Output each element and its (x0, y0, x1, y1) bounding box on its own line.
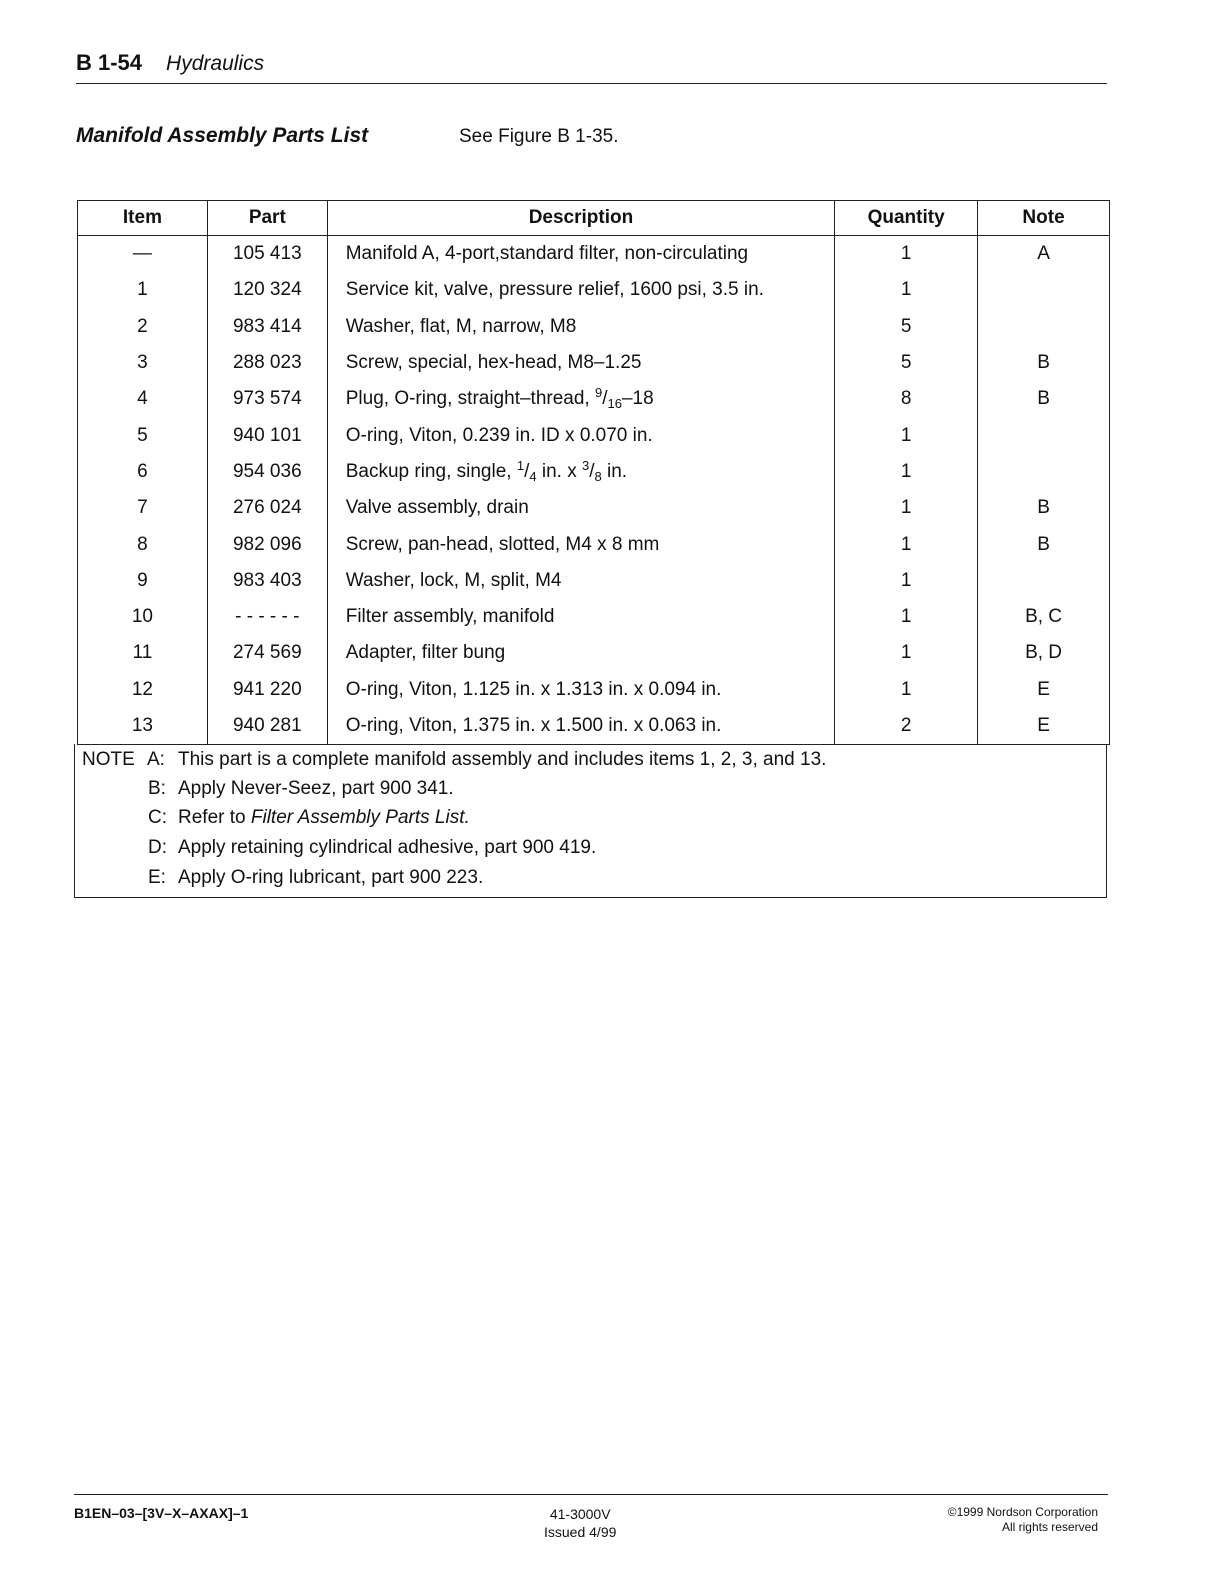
description-text: Plug, O-ring, straight–thread, (345, 388, 595, 410)
item-cell: 11 (78, 635, 208, 671)
table-row (78, 272, 1110, 308)
fraction-denominator: 4 (529, 468, 537, 484)
quantity-cell: 1 (835, 635, 978, 671)
table-row (78, 381, 1110, 417)
note-cell (978, 417, 1110, 453)
column-header-item: Item (78, 201, 208, 236)
fraction-numerator: 1 (516, 457, 525, 473)
note-cell: B, C (978, 599, 1110, 635)
description-cell: Backup ring, single, $^1/_4$ in. x $^3/_8$ in. (327, 454, 834, 490)
description-text: in. (601, 460, 628, 482)
note-cell: B, D (978, 635, 1110, 671)
column-header-part: Part (207, 201, 327, 236)
table-row (78, 599, 1110, 635)
figure-reference: See Figure B 1-35. (459, 126, 619, 147)
part-cell: 982 096 (207, 526, 327, 562)
item-cell: 7 (78, 490, 208, 526)
table-row (78, 417, 1110, 453)
document-info (544, 1505, 616, 1541)
part-cell: 105 413 (207, 236, 327, 273)
quantity-cell: 1 (835, 526, 978, 562)
quantity-cell: 1 (835, 563, 978, 599)
description-text: in. x (536, 460, 582, 482)
fraction-numerator: 9 (594, 385, 603, 401)
table-row (78, 345, 1110, 381)
copyright-block (948, 1505, 1098, 1535)
description-cell: O-ring, Viton, 1.125 in. x 1.313 in. x 0.094 in. (327, 672, 834, 708)
note-cell (978, 309, 1110, 345)
column-header-description: Description (327, 201, 834, 236)
note-text-plain: Refer to (178, 807, 251, 828)
table-row (78, 236, 1110, 273)
note-text: Apply O-ring lubricant, part 900 223. (178, 867, 484, 888)
fraction-numerator: 3 (581, 457, 590, 473)
parts-list-heading: Manifold Assembly Parts List (76, 124, 369, 147)
part-cell: 276 024 (207, 490, 327, 526)
copyright-notice: ©1999 Nordson Corporation (947, 1505, 1098, 1519)
description-cell: Adapter, filter bung (327, 635, 834, 671)
item-cell: 9 (78, 563, 208, 599)
item-cell: 8 (78, 526, 208, 562)
page-header (76, 50, 1107, 84)
part-cell: 983 403 (207, 563, 327, 599)
description-cell: Screw, pan-head, slotted, M4 x 8 mm (327, 526, 834, 562)
quantity-cell: 1 (835, 417, 978, 453)
item-cell: 2 (78, 309, 208, 345)
table-row (78, 563, 1110, 599)
note-cell: E (978, 672, 1110, 708)
item-cell: 10 (78, 599, 208, 635)
description-cell: Plug, O-ring, straight–thread, $^9/_{16}-18$ (327, 381, 834, 417)
note-letter: C: (148, 807, 167, 828)
description-cell: O-ring, Viton, 0.239 in. ID x 0.070 in. (327, 417, 834, 453)
parts-table (77, 200, 1110, 745)
note-cell: B (978, 490, 1110, 526)
item-cell: 6 (78, 454, 208, 490)
column-header-note: Note (978, 201, 1110, 236)
note-letter: D: (148, 837, 167, 858)
item-cell: 1 (78, 272, 208, 308)
note-cell: A (978, 236, 1110, 273)
note-text: Apply Never-Seez, part 900 341. (178, 778, 454, 799)
note-letter: A: (147, 749, 165, 770)
description-cell: O-ring, Viton, 1.375 in. x 1.500 in. x 0.063 in. (327, 708, 834, 745)
section-title: Hydraulics (166, 52, 265, 75)
item-cell: — (78, 236, 208, 273)
fraction-denominator: 8 (594, 468, 602, 484)
note-text: This part is a complete manifold assembly and includes items 1, 2, 3, and 13. (178, 749, 827, 770)
table-row (78, 309, 1110, 345)
quantity-cell: 1 (835, 236, 978, 273)
part-cell: 983 414 (207, 309, 327, 345)
part-cell: 973 574 (207, 381, 327, 417)
issue-date: Issued 4/99 (544, 1524, 617, 1540)
quantity-cell: 1 (835, 272, 978, 308)
item-cell: 4 (78, 381, 208, 417)
description-cell: Manifold A, 4-port,standard filter, non-circulating (327, 236, 834, 273)
note-text (178, 807, 470, 829)
note-cell: E (978, 708, 1110, 745)
note-text-italic: Filter Assembly Parts List. (250, 807, 470, 828)
note-cell: B (978, 345, 1110, 381)
part-cell: - - - - - - (207, 599, 327, 635)
part-cell: 940 101 (207, 417, 327, 453)
item-cell: 3 (78, 345, 208, 381)
note-cell (978, 272, 1110, 308)
quantity-cell: 1 (835, 454, 978, 490)
description-cell: Screw, special, hex-head, M8–1.25 (327, 345, 834, 381)
document-code: B1EN–03–[3V–X–AXAX]–1 (74, 1505, 249, 1521)
note-letter: E: (148, 867, 166, 888)
note-text: Apply retaining cylindrical adhesive, part 900 419. (178, 837, 597, 858)
description-cell: Service kit, valve, pressure relief, 1600 psi, 3.5 in. (327, 272, 834, 308)
quantity-cell: 1 (835, 490, 978, 526)
table-header-row (78, 201, 1110, 236)
note-cell (978, 563, 1110, 599)
part-cell: 940 281 (207, 708, 327, 745)
part-cell: 288 023 (207, 345, 327, 381)
table-row (78, 454, 1110, 490)
table-row (78, 635, 1110, 671)
part-cell: 274 569 (207, 635, 327, 671)
part-cell: 120 324 (207, 272, 327, 308)
description-text: –18 (621, 388, 654, 410)
description-cell: Valve assembly, drain (327, 490, 834, 526)
fraction-denominator: 16 (607, 396, 622, 412)
item-cell: 5 (78, 417, 208, 453)
description-cell: Washer, flat, M, narrow, M8 (327, 309, 834, 345)
note-cell: B (978, 526, 1110, 562)
part-cell: 941 220 (207, 672, 327, 708)
note-letter: B: (148, 778, 166, 799)
page-footer (74, 1494, 1108, 1540)
table-row (78, 526, 1110, 562)
quantity-cell: 1 (835, 672, 978, 708)
quantity-cell: 5 (835, 345, 978, 381)
description-text: Backup ring, single, (345, 460, 517, 482)
part-cell: 954 036 (207, 454, 327, 490)
column-header-quantity: Quantity (835, 201, 978, 236)
quantity-cell: 5 (835, 309, 978, 345)
note-cell (978, 454, 1110, 490)
item-cell: 12 (78, 672, 208, 708)
quantity-cell: 1 (835, 599, 978, 635)
description-cell: Filter assembly, manifold (327, 599, 834, 635)
note-cell: B (978, 381, 1110, 417)
quantity-cell: 2 (835, 708, 978, 745)
rights-notice: All rights reserved (1001, 1520, 1098, 1534)
note-prefix: NOTE (82, 749, 135, 770)
description-cell: Washer, lock, M, split, M4 (327, 563, 834, 599)
section-number: B 1-54 (76, 50, 143, 75)
table-row (78, 708, 1110, 745)
document-number: 41-3000V (549, 1506, 611, 1522)
quantity-cell: 8 (835, 381, 978, 417)
notes-box (74, 744, 1107, 898)
table-row (78, 490, 1110, 526)
item-cell: 13 (78, 708, 208, 745)
table-row (78, 672, 1110, 708)
